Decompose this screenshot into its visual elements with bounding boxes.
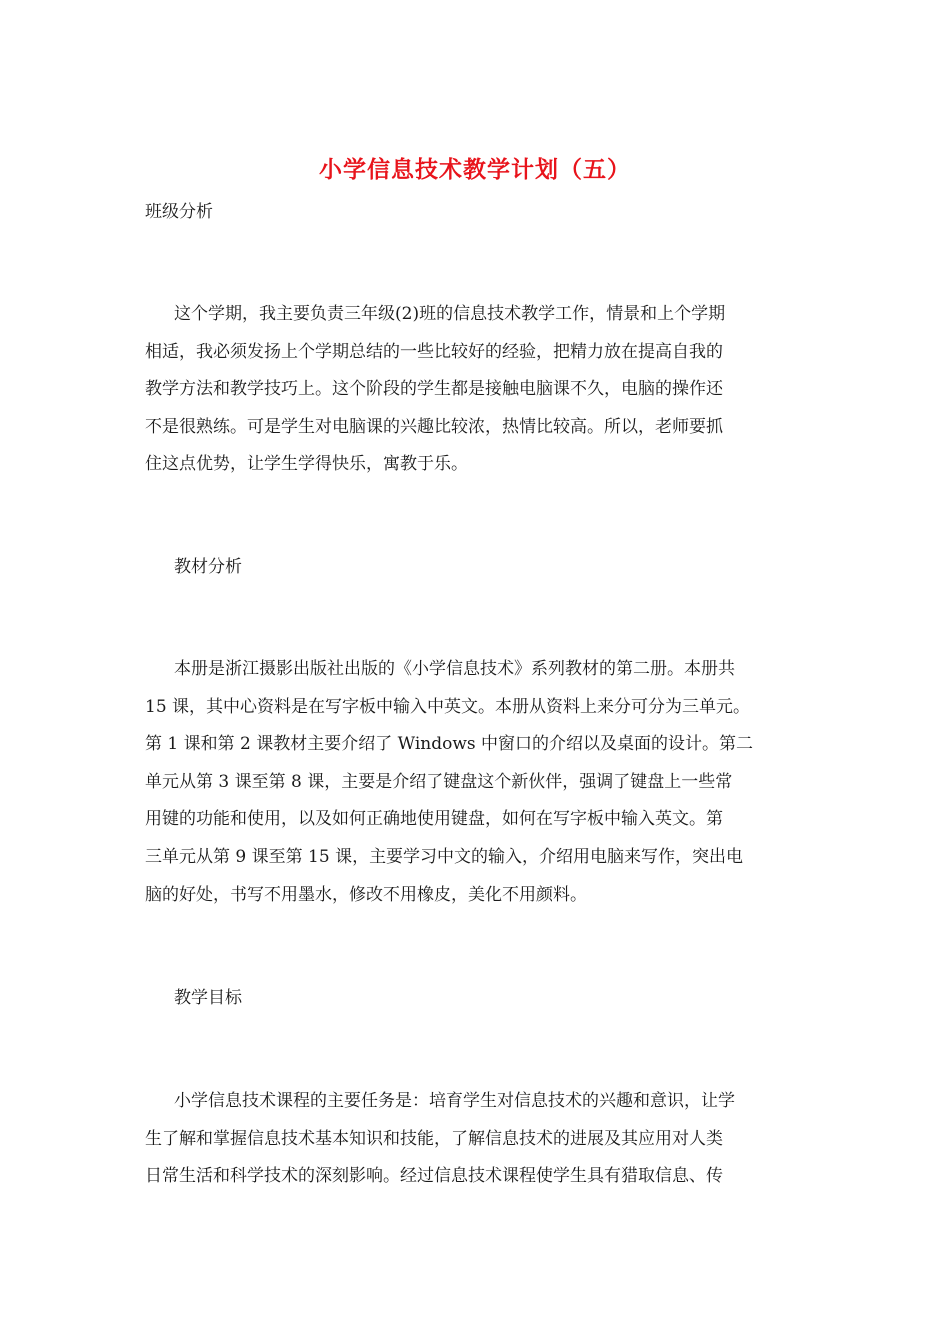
- paragraph-line: 不是很熟练。可是学生对电脑课的兴趣比较浓，热情比较高。所以，老师要抓: [145, 416, 723, 437]
- section-heading-class-analysis: 班级分析: [145, 202, 213, 222]
- section-paragraph-class-analysis: [145, 302, 807, 490]
- paragraph-line: 用键的功能和使用，以及如何正确地使用键盘，如何在写字板中输入英文。第: [145, 809, 723, 830]
- paragraph-line: 日常生活和科学技术的深刻影响。经过信息技术课程使学生具有猎取信息、传: [145, 1166, 723, 1187]
- paragraph-line: 三单元从第 9 课至第 15 课，主要学习中文的输入，介绍用电脑来写作，突出电: [145, 846, 744, 867]
- paragraph-line: 脑的好处，书写不用墨水，修改不用橡皮，美化不用颜料。: [145, 884, 587, 905]
- paragraph-line: 住这点优势，让学生学得快乐，寓教于乐。: [145, 454, 468, 475]
- paragraph-line: 小学信息技术课程的主要任务是：培育学生对信息技术的兴趣和意识，让学: [174, 1091, 735, 1111]
- document-title: 小学信息技术教学计划（五）: [319, 156, 631, 183]
- section-heading-material-analysis: 教材分析: [174, 557, 242, 577]
- section-paragraph-teaching-goals: [145, 1089, 807, 1202]
- paragraph-line: 第 1 课和第 2 课教材主要介绍了 Windows 中窗口的介绍以及桌面的设计。第二: [145, 734, 754, 755]
- paragraph-line: 15 课，其中心资料是在写字板中输入中英文。本册从资料上来分可分为三单元。: [145, 696, 751, 717]
- paragraph-line: 教学方法和教学技巧上。这个阶段的学生都是接触电脑课不久，电脑的操作还: [145, 379, 723, 400]
- paragraph-line: 本册是浙江摄影出版社出版的《小学信息技术》系列教材的第二册。本册共: [174, 659, 735, 679]
- paragraph-line: 相适，我必须发扬上个学期总结的一些比较好的经验，把精力放在提高自我的: [145, 341, 723, 362]
- paragraph-line: 单元从第 3 课至第 8 课，主要是介绍了键盘这个新伙伴，强调了键盘上一些常: [145, 771, 733, 792]
- paragraph-line: 生了解和掌握信息技术基本知识和技能，了解信息技术的进展及其应用对人类: [145, 1128, 723, 1149]
- paragraph-line: 这个学期，我主要负责三年级(2)班的信息技术教学工作，情景和上个学期: [174, 304, 726, 324]
- section-heading-teaching-goals: 教学目标: [174, 988, 242, 1008]
- section-paragraph-material-analysis: [145, 657, 807, 920]
